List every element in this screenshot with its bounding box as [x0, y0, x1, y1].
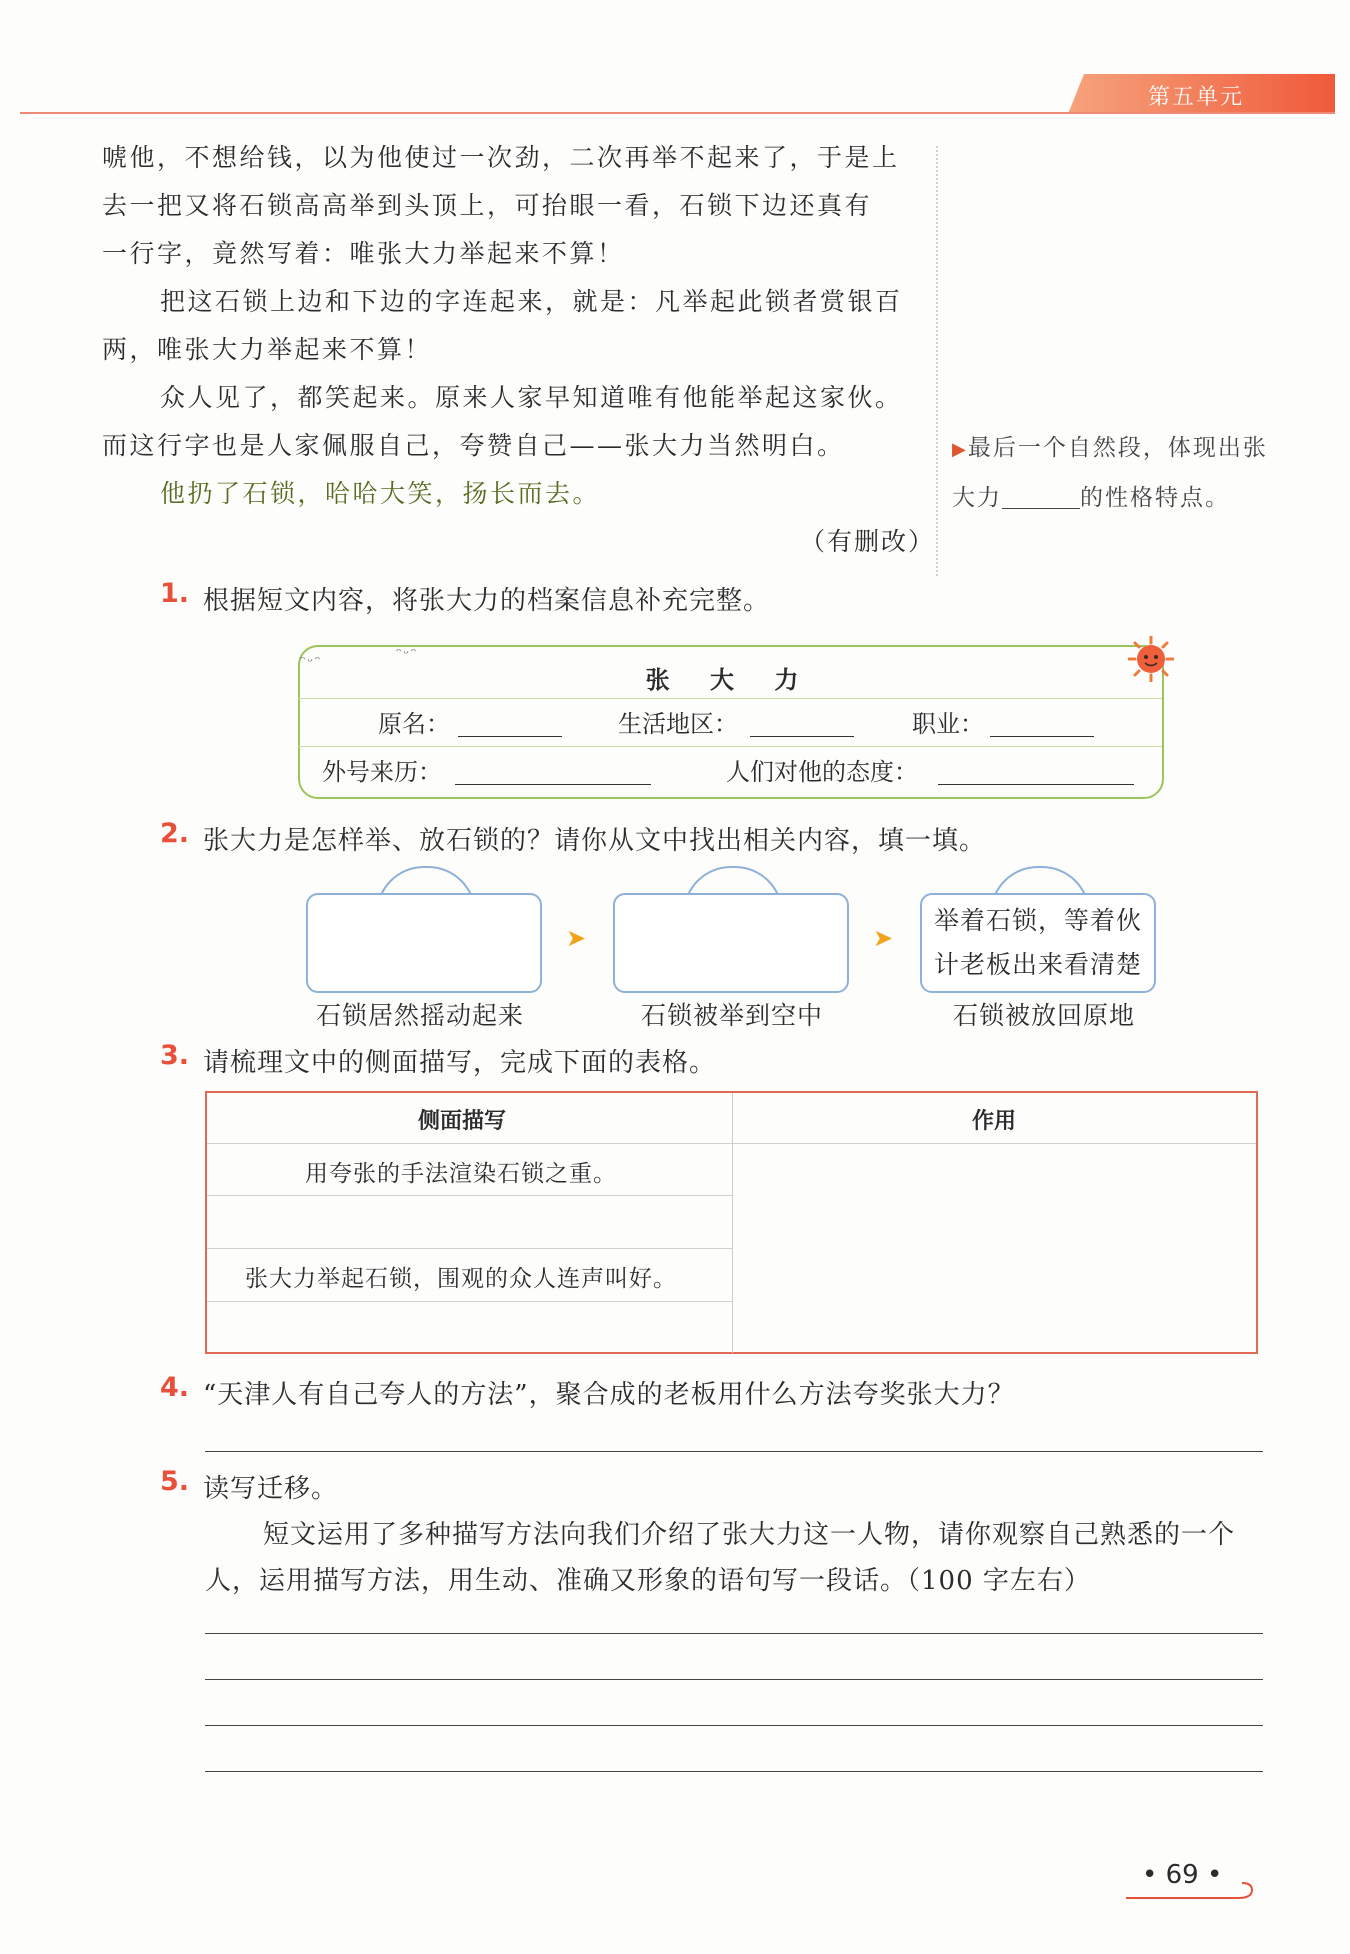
- q4-number: 4.: [160, 1372, 190, 1403]
- page-swoosh-icon: [1126, 1880, 1256, 1902]
- q5-answer-line-3[interactable]: [205, 1725, 1263, 1726]
- arrow-right-icon-2: ➤: [873, 924, 894, 952]
- region-blank[interactable]: [750, 736, 854, 737]
- q5-number: 5.: [160, 1466, 190, 1497]
- q5-body: [205, 1512, 1270, 1604]
- nickname-blank[interactable]: [455, 784, 651, 785]
- flow-caption-3: 石锁被放回原地: [953, 1001, 1136, 1030]
- job-label: 职业：: [912, 710, 984, 738]
- triangle-icon: ▶: [952, 439, 968, 460]
- card-title: 张 大 力: [645, 666, 815, 694]
- q3-text: 请梳理文中的侧面描写，完成下面的表格。: [203, 1048, 717, 1078]
- q3-number: 3.: [160, 1040, 190, 1071]
- region-label: 生活地区：: [618, 710, 738, 738]
- side-note: [952, 424, 1272, 522]
- table-effect-answer-area[interactable]: [745, 1155, 1245, 1345]
- q4-text: “天津人有自己夸人的方法”，聚合成的老板用什么方法夸奖张大力？: [203, 1380, 1015, 1410]
- story-line-1: 唬他，不想给钱，以为他使过一次劲，二次再举不起来了，于是上: [102, 143, 900, 172]
- card-divider-mid: [298, 746, 1162, 747]
- flow-caption-1: 石锁居然摇动起来: [316, 1001, 525, 1030]
- arrow-right-icon: ➤: [566, 924, 587, 952]
- attitude-blank[interactable]: [938, 784, 1134, 785]
- q5-answer-line-2[interactable]: [205, 1679, 1263, 1680]
- table-row-divider-2: [207, 1248, 732, 1249]
- source-note: （有删改）: [800, 527, 936, 556]
- story-paragraph-4: 他扔了石锁，哈哈大笑，扬长而去。: [160, 479, 601, 508]
- story-line-2: 去一把又将石锁高高举到头顶上，可抬眼一看，石锁下边还真有: [102, 191, 873, 220]
- q1-number: 1.: [160, 578, 190, 609]
- q5-answer-line-1[interactable]: [205, 1633, 1263, 1634]
- flow-caption-2: 石锁被举到空中: [641, 1001, 824, 1030]
- flow-box-2[interactable]: [613, 893, 849, 993]
- birds-icon: ᵔᵕᵔ: [300, 654, 323, 670]
- table-row-3: 张大力举起石锁，围观的众人连声叫好。: [245, 1266, 677, 1292]
- q5-text: 读写迁移。: [203, 1474, 339, 1504]
- page-number: • 69 •: [1142, 1860, 1223, 1890]
- nickname-label: 外号来历：: [322, 758, 442, 786]
- table-column-divider: [732, 1093, 733, 1353]
- side-note-blank[interactable]: [1002, 486, 1080, 509]
- job-blank[interactable]: [990, 736, 1094, 737]
- q2-number: 2.: [160, 818, 190, 849]
- side-note-part1: 最后一个自然段，体现出张大力: [952, 435, 1268, 511]
- story-paragraph-2: 把这石锁上边和下边的字连起来，就是：凡举起此锁者赏银百两，唯张大力举起来不算！: [102, 287, 903, 364]
- flow-box-3-line-1: 举着石锁，等着伙: [934, 906, 1143, 935]
- table-header-divider: [207, 1143, 1256, 1144]
- original-name-label: 原名：: [378, 710, 450, 738]
- flow-box-3-line-2: 计老板出来看清楚: [934, 950, 1143, 979]
- flow-box-1[interactable]: [306, 893, 542, 993]
- story-text: [102, 134, 920, 518]
- margin-divider: [936, 146, 938, 576]
- original-name-blank[interactable]: [458, 736, 562, 737]
- q5-answer-line-4[interactable]: [205, 1771, 1263, 1772]
- birds-icon-2: ᵔᵕᵔ: [396, 646, 419, 662]
- q5-body-text: 短文运用了多种描写方法向我们介绍了张大力这一人物，请你观察自己熟悉的一个人，运用描写方法，用生动、准确又形象的语句写一段话。（100 字左右）: [205, 1520, 1236, 1596]
- q4-answer-line[interactable]: [205, 1451, 1263, 1452]
- header-rule: [20, 112, 1335, 114]
- unit-label: 第五单元: [1148, 85, 1245, 110]
- attitude-label: 人们对他的态度：: [726, 758, 918, 786]
- table-row-1: 用夸张的手法渲染石锁之重。: [305, 1161, 617, 1187]
- story-line-3: 一行字，竟然写着：唯张大力举起来不算！: [102, 239, 625, 268]
- sun-icon: [1128, 636, 1174, 682]
- q2-text: 张大力是怎样举、放石锁的？请你从文中找出相关内容，填一填。: [203, 826, 987, 856]
- table-row-divider-3: [207, 1301, 732, 1302]
- q1-text: 根据短文内容，将张大力的档案信息补充完整。: [203, 586, 771, 616]
- table-row-4-blank[interactable]: [245, 1312, 725, 1346]
- card-divider-top: [298, 698, 1162, 699]
- side-note-part2: 的性格特点。: [1080, 485, 1230, 511]
- table-row-divider-1: [207, 1195, 732, 1196]
- table-row-2-blank[interactable]: [245, 1207, 725, 1241]
- table-header-description: 侧面描写: [418, 1109, 507, 1134]
- table-header-effect: 作用: [972, 1109, 1017, 1134]
- story-paragraph-3: 众人见了，都笑起来。原来人家早知道唯有他能举起这家伙。而这行字也是人家佩服自己，夸赞自己——张大力当然明白。: [102, 383, 903, 460]
